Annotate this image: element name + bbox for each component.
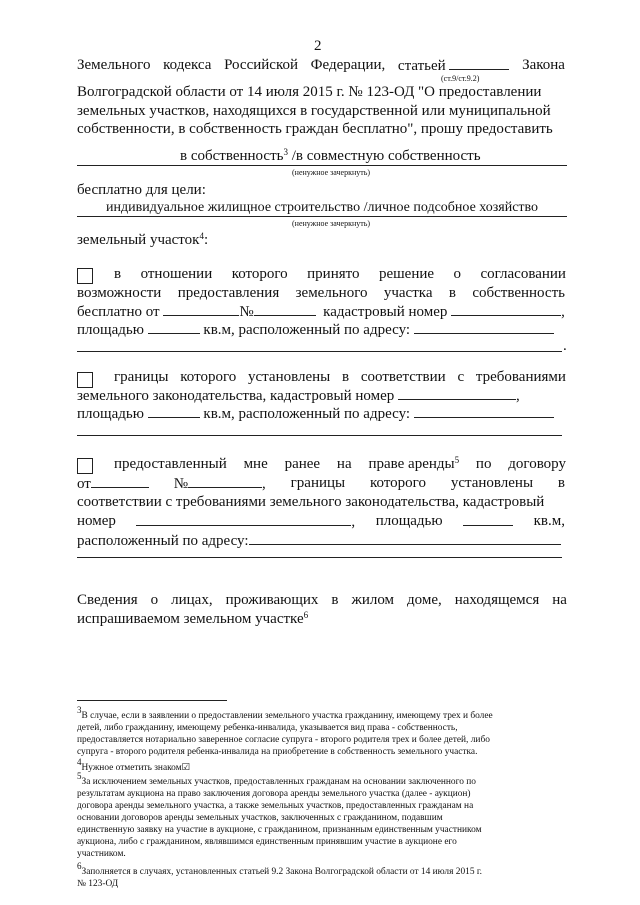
footnote-4: $^4$Нужное отметить знаком☑ [77, 757, 191, 773]
option1-address-field[interactable] [414, 321, 554, 334]
residents-line2: испрашиваемом земельном участке$^6$ [77, 610, 309, 627]
footnote-3: $^3$В случае, если в заявлении о предоставлении земельного участка гражданину, имеющему трех и более детей, либо гражданину, имеющему ребенка-инвалида, указывается вид права - собственность, предоставляется нотариально заверенное согласие супруга - второго родителя трех и более детей, либо супруга - второго родителя ребенка-инвалида на приобретение в собственность земельного участка. [77, 705, 493, 757]
option2-area-field[interactable] [148, 405, 200, 418]
option1-area-field[interactable] [148, 321, 200, 334]
page-number: 2 [314, 38, 322, 54]
ownership-choice[interactable]: в собственность$^3$ /в совместную собственность [180, 147, 481, 164]
option1-date-field[interactable] [163, 303, 239, 316]
option3-number-field[interactable] [188, 475, 262, 488]
para1-line2: Волгоградской области от 14 июля 2015 г. № 123-ОД "О предоставлении [77, 84, 542, 100]
option2-line2: земельного законодательства, кадастровый номер , [77, 388, 520, 404]
ownership-note: (ненужное зачеркнуть) [292, 168, 371, 177]
option1-line3: бесплатно от № кадастровый номер , [77, 304, 565, 320]
option3-line3: соответствии с требованиями земельного законодательства, кадастровый [77, 494, 545, 510]
option2-cadastral-field[interactable] [398, 387, 516, 400]
footnote-6: $^6$Заполняется в случаях, установленных статьей 9.2 Закона Волгоградской области от 14 июля 2015 г. № 123-ОД [77, 861, 482, 889]
option3-area-field[interactable] [463, 513, 513, 526]
purpose-label: бесплатно для цели: [77, 182, 206, 198]
para1-line4: собственности, в собственность граждан бесплатно", прошу предоставить [77, 121, 553, 137]
para1-line3: земельных участков, находящихся в государственной или муниципальной [77, 103, 551, 119]
option3-checkbox[interactable] [77, 458, 93, 474]
residents-line1: Сведения о лицах, проживающих в жилом доме, находящемся на [77, 592, 567, 608]
option3-address-line2[interactable] [77, 557, 562, 558]
purpose-underline [77, 216, 567, 217]
checkmark-box-icon: ☑ [181, 763, 191, 773]
option1-line1: в отношении которого принято решение о согласовании [114, 266, 566, 282]
option3-line5: расположенный по адресу: [77, 532, 561, 550]
option1-line2: возможности предоставления земельного участка в собственность [77, 285, 565, 301]
option3-cadastral-field[interactable] [136, 513, 351, 526]
option1-checkbox[interactable] [77, 268, 93, 284]
option2-line3: площадью кв.м, расположенный по адресу: [77, 405, 554, 423]
purpose-value[interactable]: индивидуальное жилищное строительство /личное подсобное хозяйство [106, 200, 539, 215]
option2-address-line2[interactable] [77, 435, 562, 436]
option1-number-field[interactable] [254, 303, 316, 316]
option3-line4: номер , площадью кв.м, [77, 513, 565, 530]
plot-label: земельный участок$^4$: [77, 231, 209, 248]
article-note: (ст.9/ст.9.2) [441, 74, 480, 83]
option1-line4: площадью кв.м, расположенный по адресу: [77, 321, 554, 339]
para1-line1: Земельного кодекса Российской Федерации, статьей Закона [77, 57, 565, 74]
ownership-underline [77, 165, 567, 166]
footnote-5: $^5$За исключением земельных участков, предоставленных гражданам на основании заключенного по результатам аукциона на право заключения договора аренды земельного участка (далее - аукцион) договора аренды земельного участка, а также земельных участков, предоставленных гражданам на основании договоров аренды земельных участков, заключенных с гражданином, подавшим единственную заявку на участие в аукционе, с гражданином, признанным единственным участником аукциона, либо с гражданином, являвшимся единственным принявшим участие в аукционе его участником. [77, 771, 482, 859]
option3-address-field[interactable] [249, 532, 561, 545]
option3-line1: предоставленный мне ранее на праве аренды$^5$ по договору [114, 455, 566, 472]
option3-date-field[interactable] [91, 475, 149, 488]
option2-address-field[interactable] [414, 405, 554, 418]
option2-line1: границы которого установлены в соответствии с требованиями [114, 369, 566, 385]
option3-line2: от № , границы которого установлены в [77, 475, 565, 492]
article-field[interactable] [449, 57, 509, 70]
footnote-separator [77, 700, 227, 701]
option1-cadastral-field[interactable] [451, 303, 561, 316]
option2-checkbox[interactable] [77, 372, 93, 388]
option1-address-line2[interactable] [77, 351, 562, 352]
purpose-note: (ненужное зачеркнуть) [292, 219, 371, 228]
